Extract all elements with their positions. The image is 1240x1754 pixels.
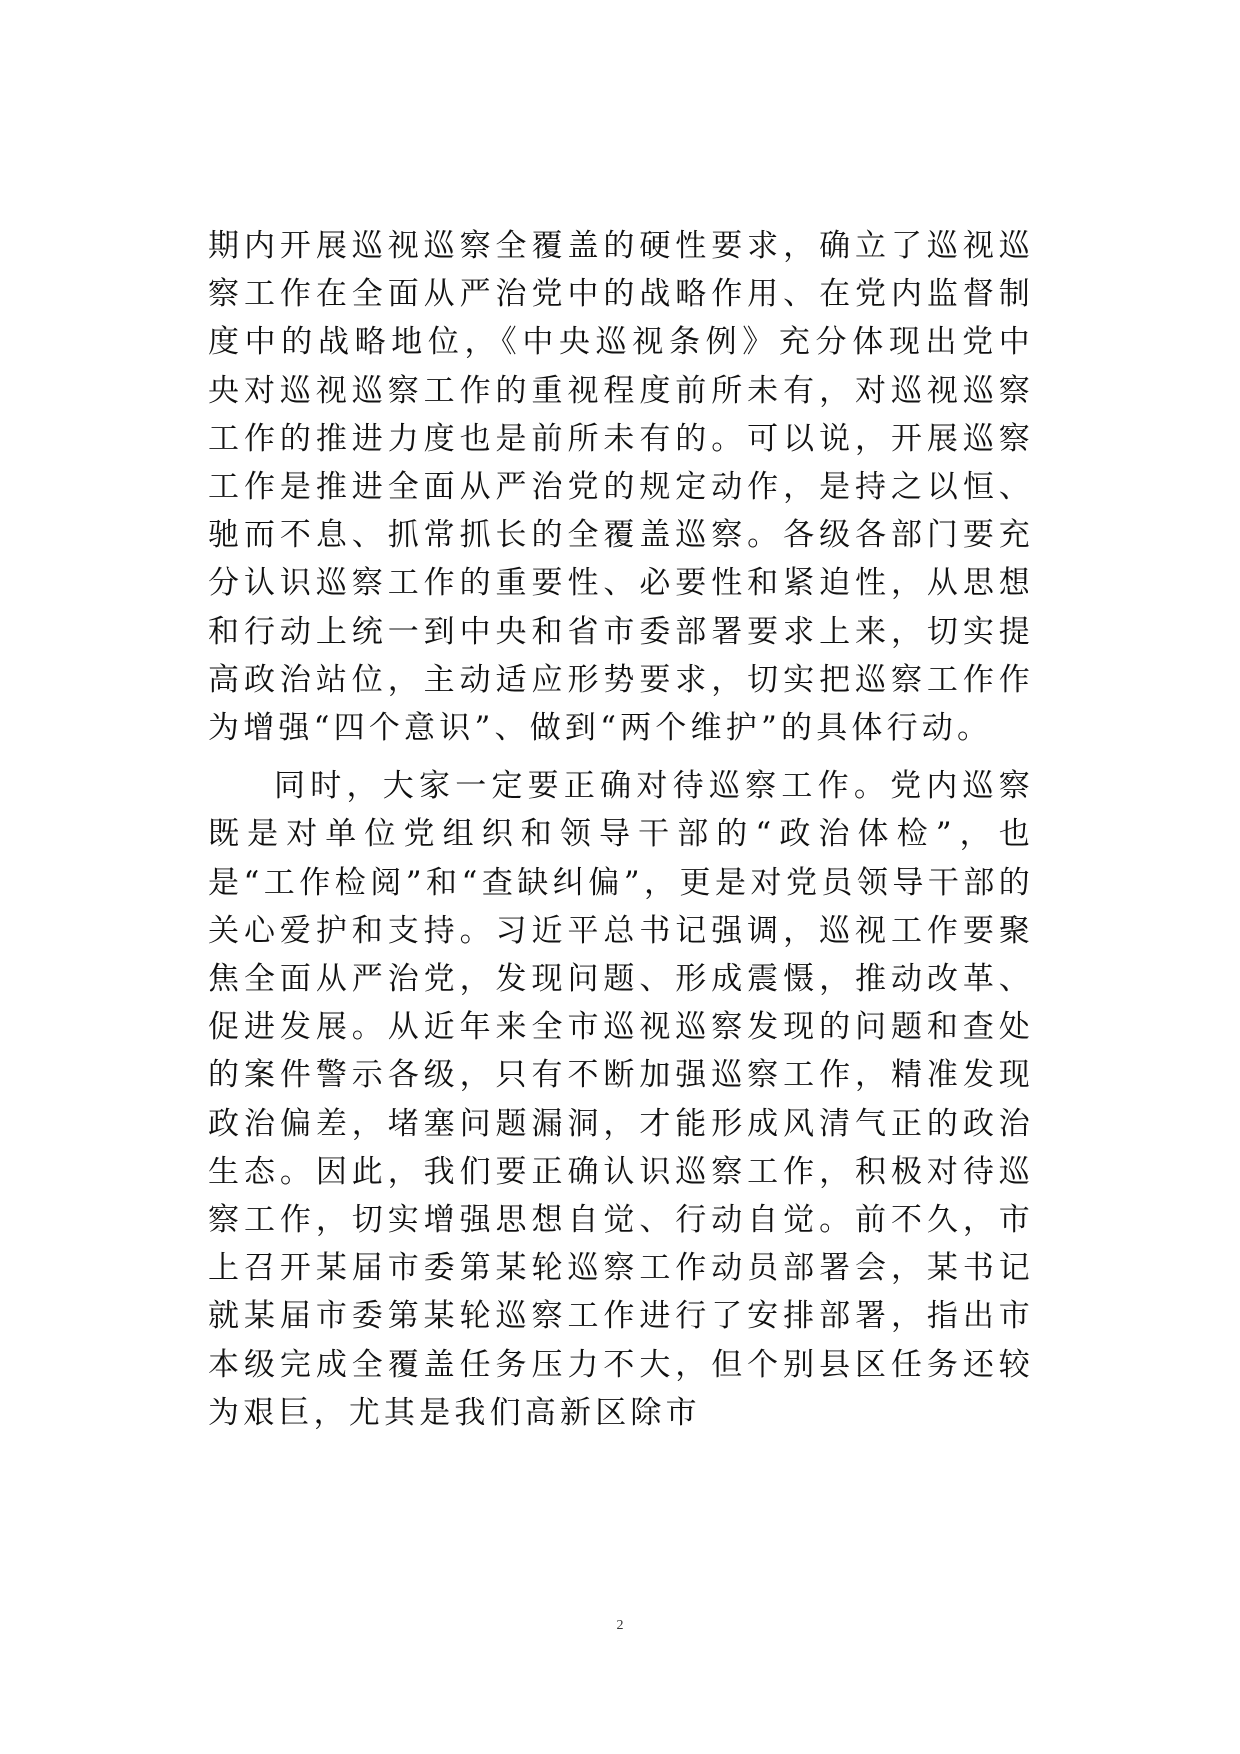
document-body (208, 222, 1034, 1447)
paragraph: 同时，大家一定要正确对待巡察工作。党内巡察既是对单位党组织和领导干部的“政治体检”，也是“工作检阅”和“查缺纠偏”，更是对党员领导干部的关心爱护和支持。习近平总书记强调，巡视工作要聚焦全面从严治党，发现问题、形成震慑，推动改革、促进发展。从近年来全市巡视巡察发现的问题和查处的案件警示各级，只有不断加强巡察工作，精准发现政治偏差，堵塞问题漏洞，才能形成风清气正的政治生态。因此，我们要正确认识巡察工作，积极对待巡察工作，切实增强思想自觉、行动自觉。前不久，市上召开某届市委第某轮巡察工作动员部署会，某书记就某届市委第某轮巡察工作进行了安排部署，指出市本级完成全覆盖任务压力不大，但个别县区任务还较为艰巨，尤其是我们高新区除市 (208, 768, 1034, 1431)
paragraph-continuation: 期内开展巡视巡察全覆盖的硬性要求，确立了巡视巡察工作在全面从严治党中的战略作用、在党内监督制度中的战略地位，《中央巡视条例》充分体现出党中央对巡视巡察工作的重视程度前所未有，对巡视巡察工作的推进力度也是前所未有的。可以说，开展巡察工作是推进全面从严治党的规定动作，是持之以恒、驰而不息、抓常抓长的全覆盖巡察。各级各部门要充分认识巡察工作的重要性、必要性和紧迫性，从思想和行动上统一到中央和省市委部署要求上来，切实提高政治站位，主动适应形势要求，切实把巡察工作作为增强“四个意识”、做到“两个维护”的具体行动。 (208, 228, 1034, 747)
page-number: 2 (616, 1618, 624, 1633)
